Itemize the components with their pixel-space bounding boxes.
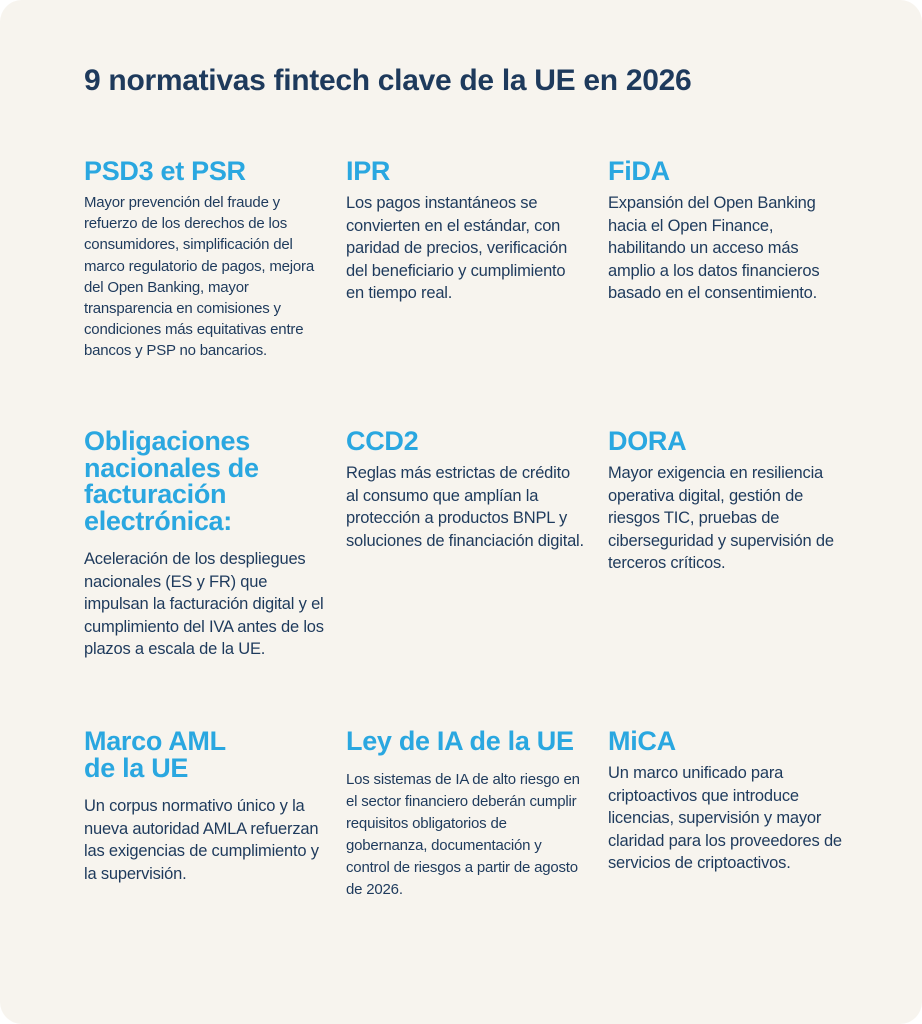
regulation-name: DORA bbox=[608, 426, 687, 456]
regulation-card-fida bbox=[608, 158, 848, 305]
regulation-name: PSD3 et PSR bbox=[84, 156, 246, 186]
regulation-name: Marco AML de la UE bbox=[84, 726, 226, 783]
regulation-name: CCD2 bbox=[346, 426, 419, 456]
regulation-description: Un corpus normativo único y la nueva autoridad AMLA refuerzan las exigencias de cumplimiento y la supervisión. bbox=[84, 797, 319, 883]
regulation-description: Mayor exigencia en resiliencia operativa digital, gestión de riesgos TIC, pruebas de ciberseguridad y supervisión de terceros críticos. bbox=[608, 464, 834, 573]
regulation-description: Un marco unificado para criptoactivos que introduce licencias, supervisión y mayor claridad para los proveedores de servicios de criptoactivos. bbox=[608, 764, 842, 873]
regulation-card-e-invoicing bbox=[84, 428, 324, 661]
regulation-description: Los pagos instantáneos se convierten en el estándar, con paridad de precios, verificación del beneficiario y cumplimiento en tiempo real. bbox=[346, 194, 568, 303]
regulation-name: Ley de IA de la UE bbox=[346, 726, 574, 756]
regulation-name: FiDA bbox=[608, 156, 670, 186]
page-title: 9 normativas fintech clave de la UE en 2026 bbox=[84, 64, 692, 97]
regulation-description: Aceleración de los despliegues nacionales (ES y FR) que impulsan la facturación digital y el cumplimiento del IVA antes de los plazos a escala de la UE. bbox=[84, 550, 324, 659]
regulation-description: Mayor prevención del fraude y refuerzo de los derechos de los consumidores, simplificación del marco regulatorio de pagos, mejora del Open Banking, mayor transparencia en comisiones y condiciones más equitativas entre bancos y PSP no bancarios. bbox=[84, 194, 314, 360]
regulation-card-psd3-psr bbox=[84, 158, 324, 362]
regulation-description: Los sistemas de IA de alto riesgo en el sector financiero deberán cumplir requisitos obligatorios de gobernanza, documentación y control de riesgos a partir de agosto de 2026. bbox=[346, 770, 580, 898]
regulation-card-aml bbox=[84, 728, 324, 885]
regulation-name: MiCA bbox=[608, 726, 676, 756]
regulation-card-dora bbox=[608, 428, 848, 575]
regulation-card-ai-act bbox=[346, 728, 586, 901]
regulation-description: Expansión del Open Banking hacia el Open Finance, habilitando un acceso más amplio a los datos financieros basado en el consentimiento. bbox=[608, 194, 820, 303]
regulation-card-ccd2 bbox=[346, 428, 586, 552]
regulation-description: Reglas más estrictas de crédito al consumo que amplían la protección a productos BNPL y soluciones de financiación digital. bbox=[346, 464, 584, 550]
regulation-card-mica bbox=[608, 728, 848, 875]
regulation-card-ipr bbox=[346, 158, 586, 305]
regulation-name: IPR bbox=[346, 156, 391, 186]
regulation-name: Obligaciones nacionales de facturación electrónica: bbox=[84, 426, 259, 536]
